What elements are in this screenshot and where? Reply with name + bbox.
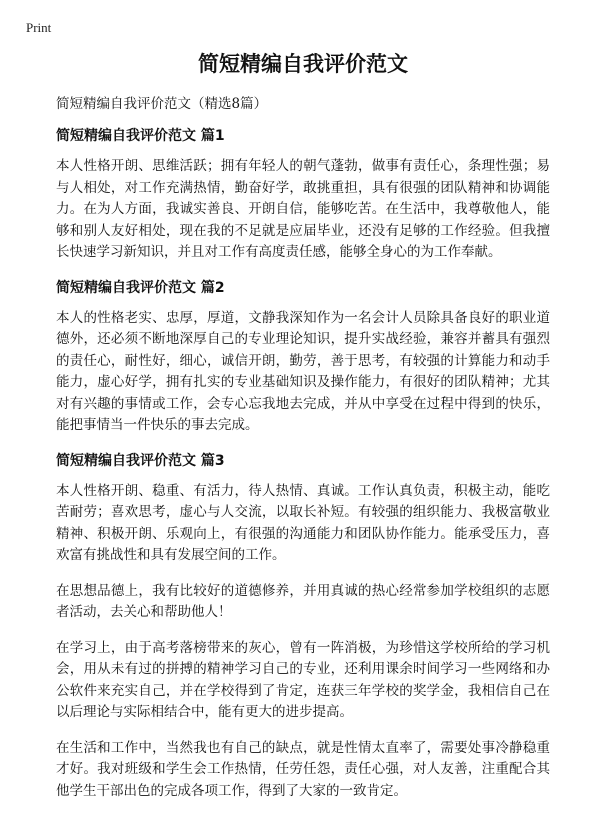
document-title: 简短精编自我评价范文 <box>198 52 408 76</box>
section-heading: 简短精编自我评价范文 篇1 <box>56 128 225 144</box>
section-1 <box>56 126 550 264</box>
section-paragraph: 本人的性格老实、忠厚，厚道，文静我深知作为一名会计人员除具备良好的职业道德外，还必须不断地深厚自己的专业理论知识，提升实战经验，兼容并蓄具有强烈的责任心，耐性好，细心，诚信开朗，勤劳，善于思考，有较强的计算能力和动手能力，虚心好学，拥有扎实的专业基础知识及操作能力，有很好的团队精神；尤其对有兴趣的事情或工作，会专心忘我地去完成，并从中享受在过程中得到的快乐，能把事情当一件快乐的事去完成。 <box>56 309 550 433</box>
document-page <box>56 50 550 816</box>
section-paragraph: 本人性格开朗、思维活跃；拥有年轻人的朝气蓬勃，做事有责任心，条理性强；易与人相处，对工作充满热情，勤奋好学，敢挑重担，具有很强的团队精神和协调能力。在为人方面，我诚实善良、开朗自信，能够吃苦。在生活中，我尊敬他人，能够和别人友好相处，现在我的不足就是应届毕业，还没有足够的工作经验。但我擅长快速学习新知识，并且对工作有高度责任感，能够全身心的为工作奉献。 <box>56 158 550 260</box>
section-2 <box>56 278 550 437</box>
section-heading: 简短精编自我评价范文 篇2 <box>56 279 225 296</box>
section-heading: 简短精编自我评价范文 篇3 <box>56 452 225 469</box>
section-3 <box>56 451 550 803</box>
document-subtitle: 简短精编自我评价范文（精选8篇） <box>56 96 268 112</box>
section-paragraph: 本人性格开朗、稳重、有活力，待人热情、真诚。工作认真负责，积极主动，能吃苦耐劳；喜欢思考，虚心与人交流，以取长补短。有较强的组织能力、我极富敬业精神、积极开朗、乐观向上，有很强的沟通能力和团队协作能力。能承受压力，喜欢富有挑战性和具有发展空间的工作。 <box>56 482 550 563</box>
print-link[interactable]: Print <box>26 20 52 35</box>
section-paragraph: 在生活和工作中，当然我也有自己的缺点，就是性情太直率了，需要处事冷静稳重才好。我对班级和学生会工作热情，任劳任怨，责任心强，对人友善，注重配合其他学生干部出色的完成各项工作，得到了大家的一致肯定。 <box>56 739 550 799</box>
section-paragraph: 在学习上，由于高考落榜带来的灰心，曾有一阵消极，为珍惜这学校所给的学习机会，用从未有过的拼搏的精神学习自己的专业，还利用课余时间学习一些网络和办公软件来充实自己，并在学校得到了肯定，连获三年学校的奖学金，我相信自己在以后理论与实际相结合中，能有更大的进步提高。 <box>56 639 550 720</box>
section-paragraph: 在思想品德上，我有比较好的道德修养，并用真诚的热心经常参加学校组织的志愿者活动，去关心和帮助他人！ <box>56 582 550 620</box>
